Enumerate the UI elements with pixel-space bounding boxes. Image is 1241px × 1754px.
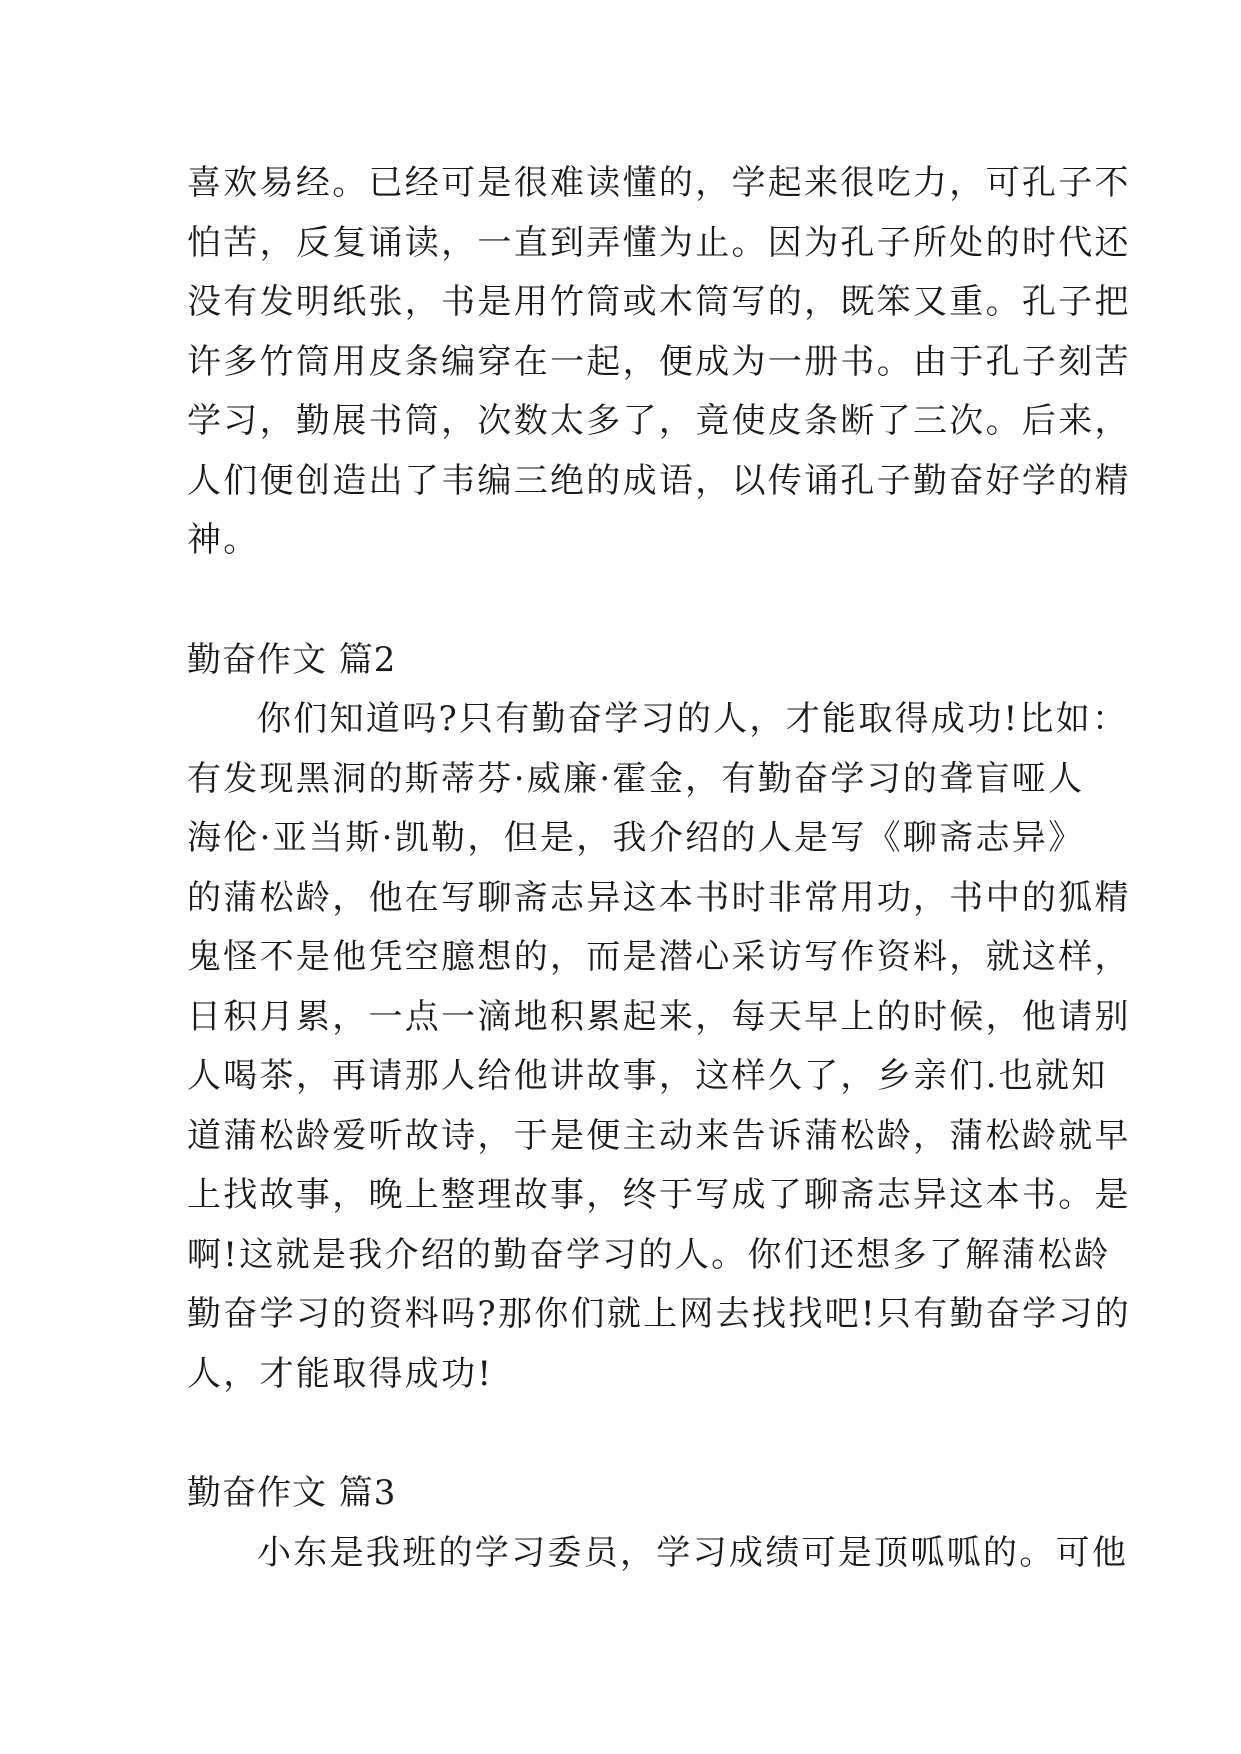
paragraph-line: 鬼怪不是他凭空臆想的，而是潜心采访写作资料，就这样， <box>187 937 1131 977</box>
paragraph-line: 喜欢易经。已经可是很难读懂的，学起来很吃力，可孔子不 <box>187 163 1131 203</box>
paragraph-line: 上找故事，晚上整理故事，终于写成了聊斋志异这本书。是 <box>187 1175 1131 1215</box>
paragraph-line: 道蒲松龄爱听故诗，于是便主动来告诉蒲松龄，蒲松龄就早 <box>187 1116 1131 1156</box>
paragraph-line: 人们便创造出了韦编三绝的成语，以传诵孔子勤奋好学的精 <box>187 461 1131 501</box>
paragraph-line: 学习，勤展书筒，次数太多了，竟使皮条断了三次。后来， <box>187 401 1131 441</box>
paragraph-line: 人，才能取得成功! <box>187 1354 494 1394</box>
paragraph-line: 怕苦，反复诵读，一直到弄懂为止。因为孔子所处的时代还 <box>187 223 1131 263</box>
paragraph-line: 日积月累，一点一滴地积累起来，每天早上的时候，他请别 <box>187 997 1131 1037</box>
section-heading: 勤奋作文 篇3 <box>187 1473 397 1513</box>
paragraph-line: 没有发明纸张，书是用竹筒或木筒写的，既笨又重。孔子把 <box>187 282 1131 322</box>
paragraph-line: 许多竹筒用皮条编穿在一起，便成为一册书。由于孔子刻苦 <box>187 342 1131 382</box>
paragraph-line: 海伦·亚当斯·凯勒，但是，我介绍的人是写《聊斋志异》 <box>187 818 1085 858</box>
section-heading: 勤奋作文 篇2 <box>187 640 397 680</box>
paragraph-line: 啊!这就是我介绍的勤奋学习的人。你们还想多了解蒲松龄 <box>187 1235 1111 1275</box>
paragraph-line: 神。 <box>187 520 260 560</box>
paragraph-line: 小东是我班的学习委员，学习成绩可是顶呱呱的。可他 <box>257 1533 1129 1573</box>
paragraph-line: 有发现黑洞的斯蒂芬·威廉·霍金，有勤奋学习的聋盲哑人 <box>187 759 1085 799</box>
paragraph-line: 人喝茶，再请那人给他讲故事，这样久了，乡亲们.也就知 <box>187 1056 1108 1096</box>
paragraph-line: 你们知道吗?只有勤奋学习的人，才能取得成功!比如： <box>257 699 1129 739</box>
paragraph-line: 勤奋学习的资料吗?那你们就上网去找找吧!只有勤奋学习的 <box>187 1294 1131 1334</box>
paragraph-line: 的蒲松龄，他在写聊斋志异这本书时非常用功，书中的狐精 <box>187 878 1131 918</box>
